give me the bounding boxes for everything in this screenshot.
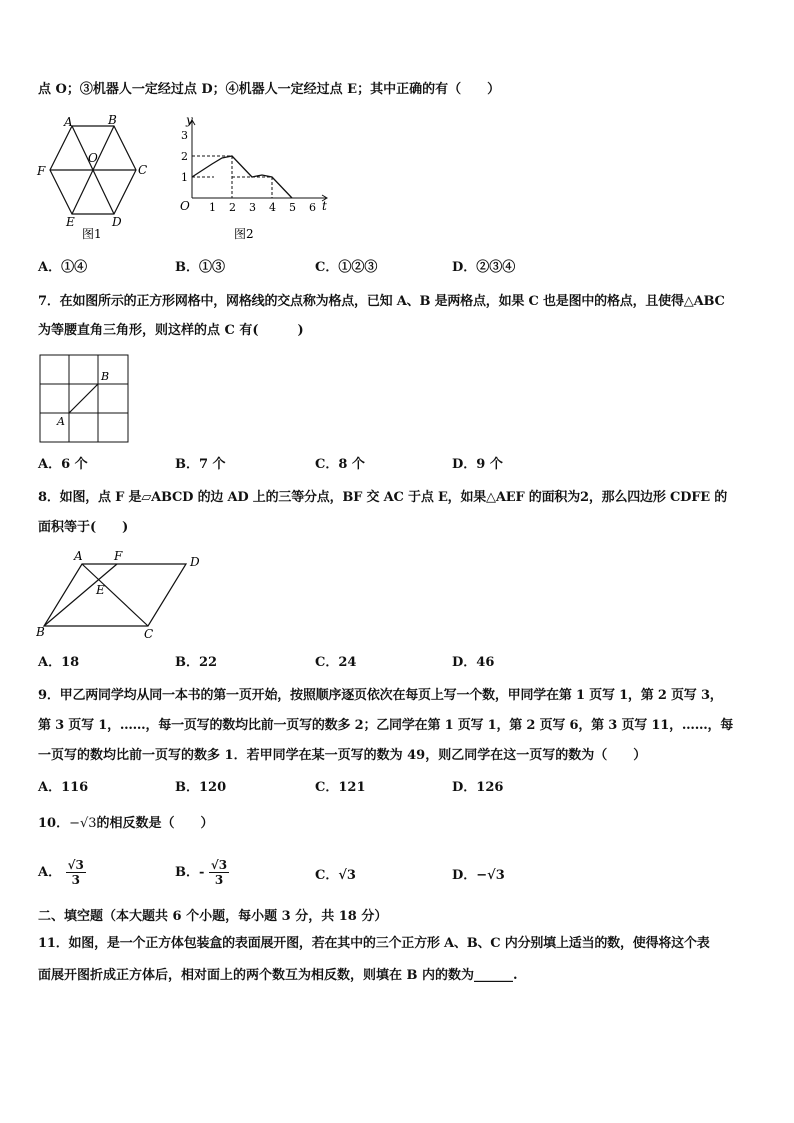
grid-label-b: B [101, 370, 110, 383]
hex-label-f: F [37, 164, 46, 178]
q9-stem-line1: 9．甲乙两同学均从同一本书的第一页开始，按照顺序逐页依次在每页上写一个数，甲同学在第 1 页写 1，第 2 页写 3， [38, 688, 723, 703]
q8-stem-line2: 面积等于( ) [38, 520, 129, 535]
q8-option-a[interactable]: A．18 [38, 655, 80, 670]
q10-expression: −√3 [69, 816, 97, 831]
q9-option-c[interactable]: C．121 [315, 780, 366, 795]
q9-stem-line2: 第 3 页写 1，……，每一页写的数均比前一页写的数多 2；乙同学在第 1 页写 1，第 2 页写 6，第 3 页写 11，……，每 [38, 718, 734, 733]
q6-option-c[interactable]: C．①②③ [315, 260, 378, 275]
q7-option-a[interactable]: A．6 个 [38, 457, 88, 472]
graph-ytick-2: 2 [181, 150, 188, 163]
hex-label-b: B [108, 113, 117, 127]
q7-stem-line2: 为等腰直角三角形，则这样的点 C 有( ) [38, 323, 304, 338]
q10-prefix: 10． [38, 816, 70, 831]
q8-parallelogram-figure [36, 548, 208, 644]
q11-stem-line1: 11．如图，是一个正方体包装盒的表面展开图，若在其中的三个正方形 A、B、C 内分别填上适当的数，使得将这个表 [38, 936, 710, 951]
fraction-denominator: 3 [214, 873, 224, 887]
hex-label-e: E [66, 215, 75, 229]
graph-xtick-6: 6 [309, 201, 316, 214]
q9-option-d[interactable]: D．126 [452, 780, 504, 795]
hex-label-d: D [112, 215, 122, 229]
q8-option-b[interactable]: B．22 [175, 655, 218, 670]
q6-figure1-hexagon [34, 112, 154, 242]
q10-option-a-label: A． [38, 865, 62, 880]
q10-option-a[interactable] [38, 858, 86, 887]
q9-stem-line3: 一页写的数均比前一页写的数多 1．若甲同学在某一页写的数为 49，则乙同学在这一页写的数为（ ） [38, 748, 647, 763]
para-label-f: F [114, 549, 123, 563]
q7-grid-figure [39, 354, 131, 444]
fig2-caption: 图2 [234, 227, 254, 241]
graph-xtick-1: 1 [209, 201, 216, 214]
para-label-a: A [74, 549, 83, 563]
q6-stem-tail: 点 O；③机器人一定经过点 D；④机器人一定经过点 E；其中正确的有（ ） [38, 82, 501, 97]
q7-option-c[interactable]: C．8 个 [315, 457, 365, 472]
fraction-denominator: 3 [71, 873, 80, 887]
q6-figure2-graph [172, 112, 332, 242]
q7-option-d[interactable]: D．9 个 [452, 457, 503, 472]
graph-xtick-5: 5 [289, 201, 296, 214]
fig1-caption: 图1 [82, 227, 102, 241]
q11-stem-line2: 面展开图折成正方体后，相对面上的两个数互为相反数，则填在 B 内的数为______. [38, 968, 518, 983]
graph-ytick-1: 1 [181, 171, 188, 184]
graph-xtick-4: 4 [269, 201, 276, 214]
q6-option-a[interactable]: A．①④ [38, 260, 88, 275]
graph-xtick-2: 2 [229, 201, 236, 214]
para-label-d: D [190, 555, 200, 569]
q10-option-b-fraction [209, 858, 229, 887]
hex-label-o: O [88, 151, 98, 165]
graph-y-label: y [186, 113, 193, 127]
para-label-c: C [144, 627, 154, 641]
grid-label-a: A [57, 415, 65, 428]
q6-option-d[interactable]: D．②③④ [452, 260, 516, 275]
q10-option-c[interactable]: C．√3 [315, 868, 356, 883]
graph-ytick-3: 3 [181, 129, 188, 142]
q10-option-a-fraction [66, 858, 86, 887]
para-label-e: E [96, 583, 105, 597]
q8-stem-line1: 8．如图，点 F 是▱ABCD 的边 AD 上的三等分点，BF 交 AC 于点 E，如果△AEF 的面积为2，那么四边形 CDFE 的 [38, 490, 728, 505]
q8-option-c[interactable]: C．24 [315, 655, 357, 670]
para-label-b: B [36, 625, 45, 639]
q10-option-b[interactable] [175, 858, 229, 887]
q10-suffix: 的相反数是（ ） [96, 816, 214, 831]
graph-xtick-3: 3 [249, 201, 256, 214]
fraction-numerator: √3 [210, 858, 228, 872]
q9-option-a[interactable]: A．116 [38, 780, 89, 795]
graph-t-label: t [322, 199, 327, 213]
q7-stem-line1: 7．在如图所示的正方形网格中，网格线的交点称为格点，已知 A、B 是两格点，如果 C 也是图中的格点，且使得△ABC [38, 294, 725, 309]
q10-stem [38, 814, 214, 834]
hex-label-c: C [138, 163, 148, 177]
q10-option-d[interactable]: D．−√3 [452, 868, 505, 883]
fraction-numerator: √3 [67, 858, 84, 872]
hex-label-a: A [64, 115, 73, 129]
graph-origin-label: O [180, 199, 190, 213]
q8-option-d[interactable]: D．46 [452, 655, 495, 670]
q9-option-b[interactable]: B．120 [175, 780, 227, 795]
section-2-heading: 二、填空题（本大题共 6 个小题，每小题 3 分，共 18 分） [38, 909, 388, 924]
q6-option-b[interactable]: B．①③ [175, 260, 225, 275]
q10-option-b-label: B．- [175, 865, 205, 880]
q7-option-b[interactable]: B．7 个 [175, 457, 226, 472]
